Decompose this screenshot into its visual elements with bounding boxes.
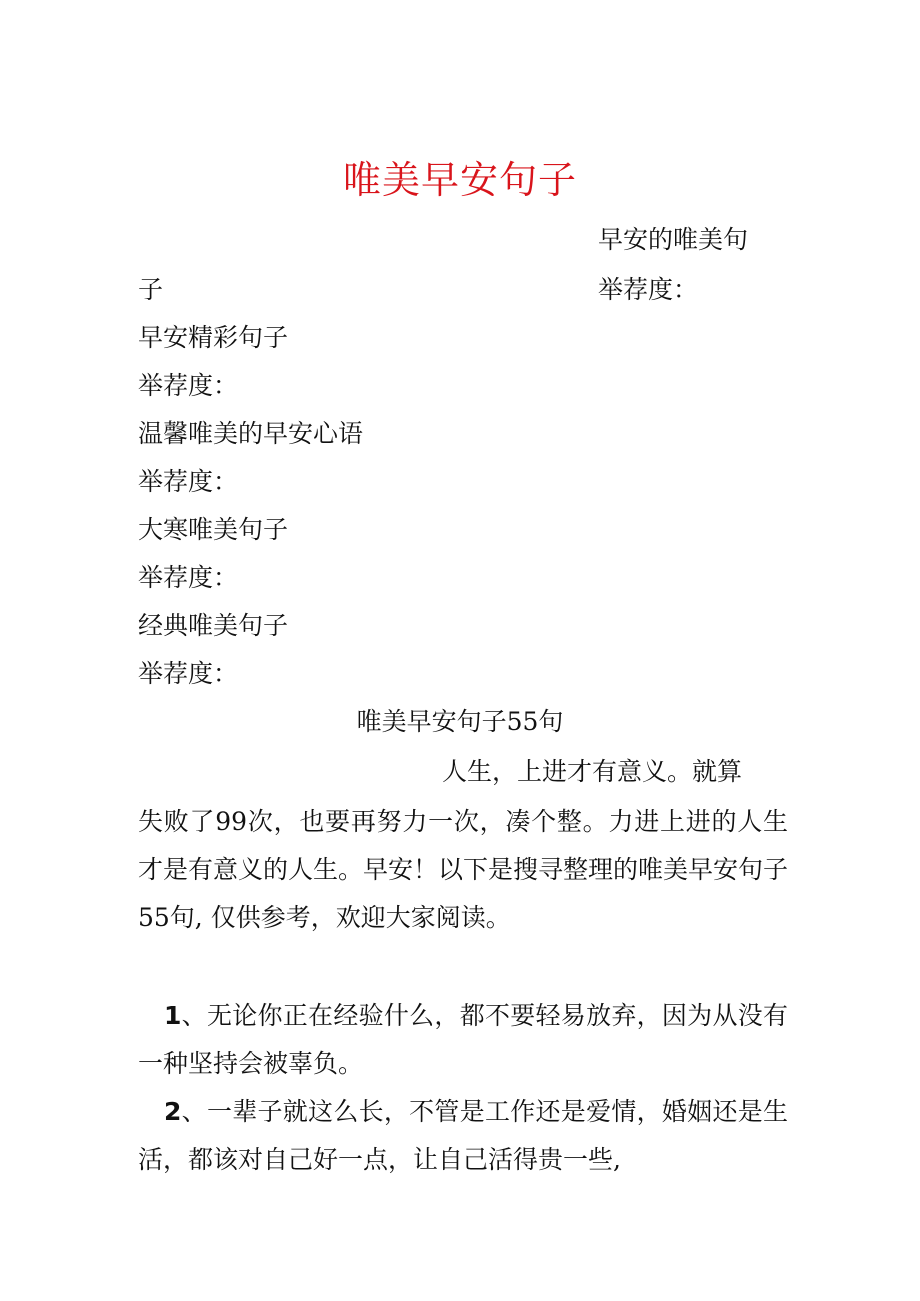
item-number: 2 — [164, 1097, 182, 1126]
item-text: 、一辈子就这么长，不管是工作还是爱情，婚姻还是生活，都该对自己好一点，让自己活得贵一些, — [138, 1097, 788, 1174]
list-item-rating: 举荐度： — [138, 659, 239, 688]
article-intro: 失败了99次，也要再努力一次，凑个整。力进上进的人生才是有意义的人生。早安！以下是搜寻整理的唯美早安句子55句, 仅供参考，欢迎大家阅读。 — [138, 807, 789, 932]
article-heading: 唯美早安句子55句 — [356, 707, 564, 736]
right-rating-label: 举荐度： — [598, 275, 699, 304]
article-intro-line1: 人生，上进才有意义。就算 — [442, 757, 743, 786]
list-item-rating: 举荐度： — [138, 563, 239, 592]
list-item-title[interactable]: 温馨唯美的早安心语 — [138, 419, 364, 448]
list-item-rating: 举荐度： — [138, 467, 239, 496]
list-item — [138, 1088, 788, 1184]
list-item — [138, 992, 788, 1088]
right-link-line1[interactable]: 早安的唯美句 — [598, 225, 749, 254]
left-link-wrap[interactable]: 子 — [138, 275, 164, 304]
item-text: 、无论你正在经验什么，都不要轻易放弃，因为从没有一种坚持会被辜负。 — [138, 1001, 788, 1078]
list-item-title[interactable]: 大寒唯美句子 — [138, 515, 289, 544]
list-item-title[interactable]: 经典唯美句子 — [138, 611, 289, 640]
list-item-title[interactable]: 早安精彩句子 — [138, 323, 289, 352]
page-title: 唯美早安句子 — [342, 158, 577, 202]
list-item-rating: 举荐度： — [138, 371, 239, 400]
item-number: 1 — [164, 1001, 182, 1030]
